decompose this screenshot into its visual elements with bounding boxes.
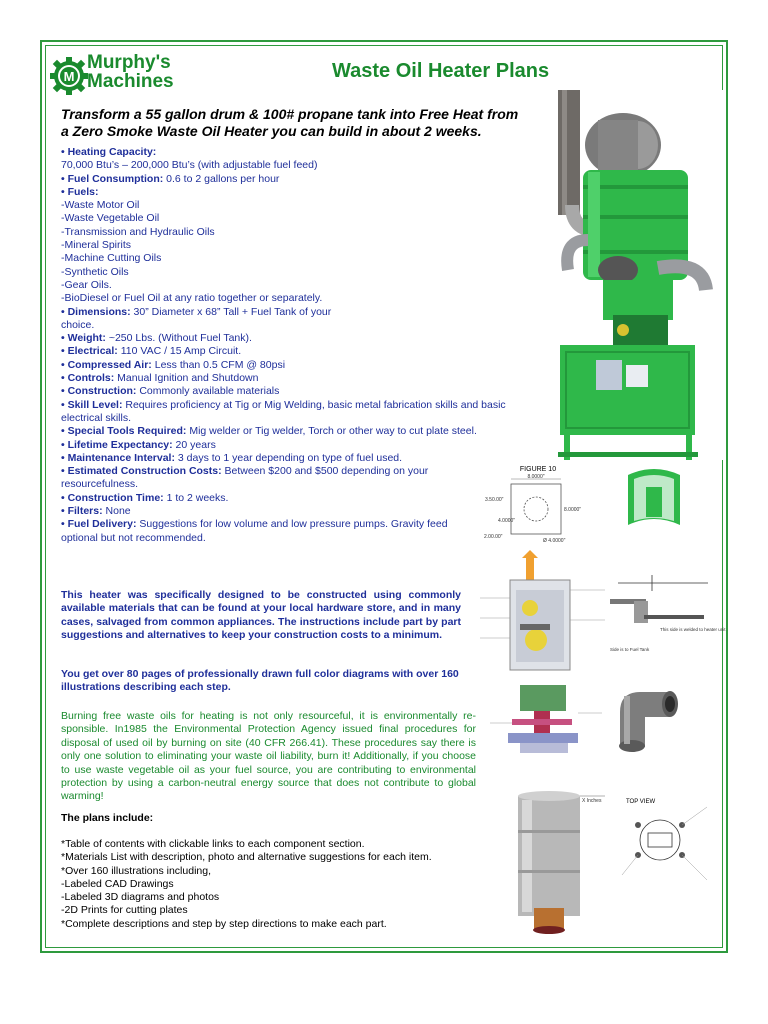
logo-line-2: Machines <box>87 71 174 92</box>
bracket-diagram <box>608 575 726 675</box>
spec-row: • Construction: Commonly available materials <box>61 385 280 398</box>
headline: Transform a 55 gallon drum & 100# propane tank into Free Heat from a Zero Smoke Waste Oil Heater you can build in about 2 weeks. <box>61 106 519 139</box>
svg-text:Ø 4.0000": Ø 4.0000" <box>543 538 566 544</box>
plans-item: *Complete descriptions and step by step directions to make each part. <box>61 917 387 930</box>
pipe-elbow-photo <box>610 682 690 757</box>
spec-value: choice. <box>61 318 95 331</box>
page-title: Waste Oil Heater Plans <box>332 60 550 82</box>
spec-row: • Maintenance Interval: 3 days to 1 year depending on type of fuel used. <box>61 451 403 464</box>
spec-row: • Construction Time: 1 to 2 weeks. <box>61 491 229 504</box>
spec-row: • Filters: None <box>61 505 131 518</box>
spec-row: • Estimated Construction Costs: Between $200 and $500 depending on your resourcefulness. <box>61 465 429 491</box>
heater-photo <box>528 90 724 460</box>
spec-heading: • Heating Capacity: <box>61 146 157 158</box>
fuel-item: -BioDiesel or Fuel Oil at any ratio together or separately. <box>61 292 323 305</box>
fuel-item: -Synthetic Oils <box>61 265 129 278</box>
svg-text:2.00.00": 2.00.00" <box>484 534 503 540</box>
svg-text:4.0000": 4.0000" <box>498 518 516 524</box>
spec-row: • Lifetime Expectancy: 20 years <box>61 438 216 451</box>
plans-item: -2D Prints for cutting plates <box>61 904 188 917</box>
spec-row: • Dimensions: 30” Diameter x 68” Tall + Fuel Tank of your <box>61 305 332 318</box>
svg-text:8.0000": 8.0000" <box>564 507 582 513</box>
top-view-diagram <box>612 795 722 890</box>
cutaway-diagram <box>480 550 605 680</box>
fuel-item: -Mineral Spirits <box>61 239 132 252</box>
intro-paragraph: This heater was specifically designed to be constructed using commonly available materials that can be found at your local hardware store, and in many cases, salvaged from common appliances. The instructions include part by part suggestions and alternatives to keep your construction costs to a minimum. <box>61 589 461 642</box>
spec-value: optional but not recommended. <box>61 531 206 544</box>
specs-list <box>61 146 516 545</box>
plans-list <box>61 838 481 931</box>
plans-item: -Labeled CAD Drawings <box>61 877 174 890</box>
spec-row: • Weight: ~250 Lbs. (Without Fuel Tank). <box>61 332 252 345</box>
fuel-item: -Waste Motor Oil <box>61 199 140 212</box>
spec-heading: • Fuels: <box>61 185 99 198</box>
svg-text:TOP VIEW: TOP VIEW <box>626 799 656 805</box>
plans-item: *Materials List with description, photo and alternative suggestions for each item. <box>61 851 432 864</box>
plans-heading: The plans include: <box>61 812 154 824</box>
plans-item: *Over 160 illustrations including, <box>61 864 211 877</box>
svg-text:3.50.00": 3.50.00" <box>485 497 504 503</box>
spec-value: 70,000 Btu’s – 200,000 Btu’s (with adjustable fuel feed) <box>61 159 318 172</box>
figure-10-drawing <box>483 462 593 550</box>
spec-row: • Special Tools Required: Mig welder or Tig welder, Torch or other way to cut plate steel. <box>61 425 477 438</box>
assembly-3d-diagram <box>490 683 602 763</box>
svg-text:Side is to Fuel Tank: Side is to Fuel Tank <box>610 647 650 652</box>
svg-text:FIGURE 10: FIGURE 10 <box>519 466 557 473</box>
spec-row: • Controls: Manual Ignition and Shutdown <box>61 372 259 385</box>
logo-line-1: Murphy's <box>87 52 171 73</box>
plans-item: *Table of contents with clickable links to each component section. <box>61 838 365 850</box>
green-half-pipe-image <box>620 465 688 535</box>
fuel-item: -Waste Vegetable Oil <box>61 212 160 225</box>
svg-text:X Inches: X Inches <box>582 798 602 804</box>
environmental-paragraph: Burning free waste oils for heating is not only resourceful, it is environmentally re-sponsible. In1985 the Environmental Protection Agency issued final procedures for disposal of used oil by burning on site (40 CFR 266.41). These procedures say there is only one solution to eliminating your waste oil liability, burn it! Additionally, if you choose to use waste vegetable oil as your fuel source, you are contributing to environmental protection by using a carbon-neutral energy source that does not contribute to global warming! <box>61 710 476 803</box>
spec-row: • Fuel Consumption: 0.6 to 2 gallons per hour <box>61 172 280 185</box>
svg-text:M: M <box>63 69 75 84</box>
gear-logo-icon <box>50 57 88 95</box>
logo-wordmark <box>87 53 174 91</box>
fuel-item: -Gear Oils. <box>61 278 112 291</box>
cylinder-drum-photo <box>510 790 610 935</box>
fuel-item: -Transmission and Hydraulic Oils <box>61 225 215 238</box>
spec-row: • Fuel Delivery: Suggestions for low volume and low pressure pumps. Gravity feed <box>61 518 448 531</box>
spec-row: • Electrical: 110 VAC / 15 Amp Circuit. <box>61 345 242 358</box>
illustrations-paragraph: You get over 80 pages of professionally drawn full color diagrams with over 160 illustrations describing each step. <box>61 668 459 694</box>
spec-row: • Compressed Air: Less than 0.5 CFM @ 80psi <box>61 358 286 371</box>
fuel-item: -Machine Cutting Oils <box>61 252 162 265</box>
svg-text:8.0000": 8.0000" <box>527 474 545 480</box>
plans-item: -Labeled 3D diagrams and photos <box>61 891 220 904</box>
svg-text:This side is welded to heater: This side is welded to heater unit <box>660 627 726 632</box>
spec-row: • Skill Level: Requires proficiency at Tig or Mig Welding, basic metal fabrication skills and basic electrical skills. <box>61 398 506 424</box>
